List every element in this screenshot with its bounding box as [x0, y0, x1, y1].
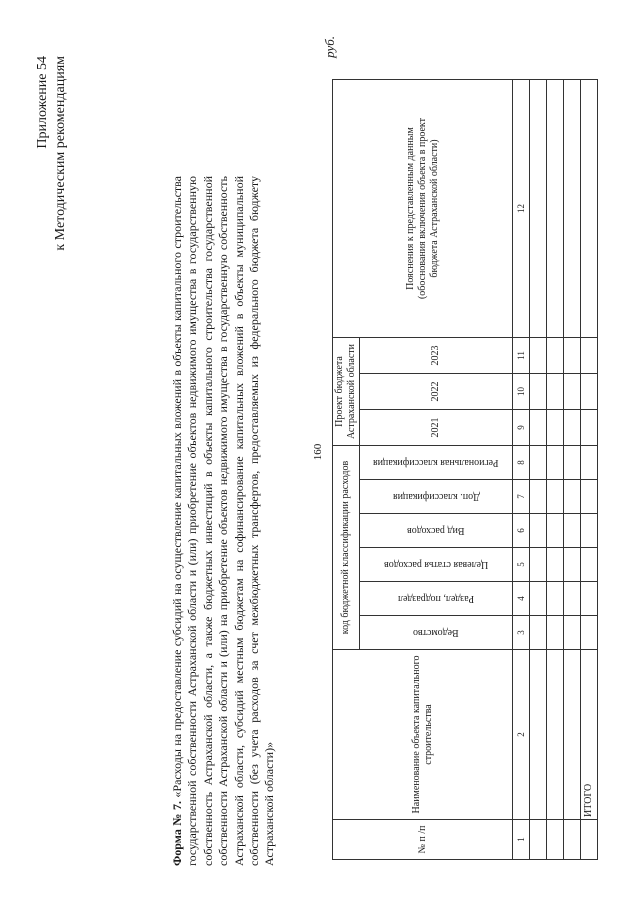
rotated-page	[20, 12, 620, 892]
colnum: 7	[513, 480, 530, 514]
header-code-kind: Вид расходов	[407, 525, 465, 537]
appendix-title: Приложение 54	[35, 56, 50, 149]
header-year-2022: 2022	[360, 374, 513, 410]
page-number: 160	[312, 443, 324, 461]
currency-unit: руб.	[322, 36, 337, 58]
table-row	[564, 80, 581, 860]
colnum: 5	[513, 548, 530, 582]
form-title: «Расходы на предоставление субсидий на осуществление капитальных вложений в объекты капитального строительства государственной собственности Астраханской области и (или) приобретение объектов недвижимого имущества в государственную собственность Астраханской области, а также бюджетных инвестиций в объекты капитального строительства государственной собственности Астраханской области и (или) на приобретение объектов недвижимого имущества в государственную собственность Астраханской области, субсидий местным бюджетам на софинансирование капитальных вложений в объекты муниципальной собственности (без учета расходов за счет межбюджетных трансфертов, предоставляемых из федерального бюджета бюджету Астраханской области)»	[170, 176, 277, 866]
colnum: 6	[513, 514, 530, 548]
header-notes: Пояснения к представленным данным (обоснования включения объекта в проект бюджета Астраханской области)	[333, 80, 513, 338]
header-budget-code-group: код бюджетной классификации расходов	[333, 446, 360, 650]
total-label: ИТОГО	[581, 650, 598, 820]
table-row	[530, 80, 547, 860]
table-row	[547, 80, 564, 860]
header-object-name: Наименование объекта капитального строительства	[333, 650, 513, 820]
expenses-table	[332, 79, 598, 860]
colnum: 1	[513, 820, 530, 860]
header-code-target: Целевая статья расходов	[383, 559, 489, 571]
header-code-regional: Региональная классификация	[373, 457, 499, 469]
header-num: № п /п	[333, 820, 513, 860]
header-code-section: Раздел, подраздел	[397, 593, 475, 605]
total-row	[581, 80, 598, 860]
header-year-2021: 2021	[360, 410, 513, 446]
colnum: 2	[513, 650, 530, 820]
colnum: 3	[513, 616, 530, 650]
form-description	[170, 176, 278, 866]
colnum: 8	[513, 446, 530, 480]
header-code-extra: Доп. классификация	[392, 491, 480, 503]
header-code-vedomstvo: Ведомство	[413, 627, 459, 639]
appendix-subtitle: к Методическим рекомендациям	[53, 56, 68, 251]
column-number-row	[513, 80, 530, 860]
colnum: 4	[513, 582, 530, 616]
colnum: 9	[513, 410, 530, 446]
header-budget-project-group: Проект бюджета Астраханской области	[333, 338, 360, 446]
form-label: Форма № 7.	[170, 800, 184, 866]
appendix-header	[34, 56, 70, 251]
colnum: 12	[513, 80, 530, 338]
header-year-2023: 2023	[360, 338, 513, 374]
colnum: 11	[513, 338, 530, 374]
colnum: 10	[513, 374, 530, 410]
